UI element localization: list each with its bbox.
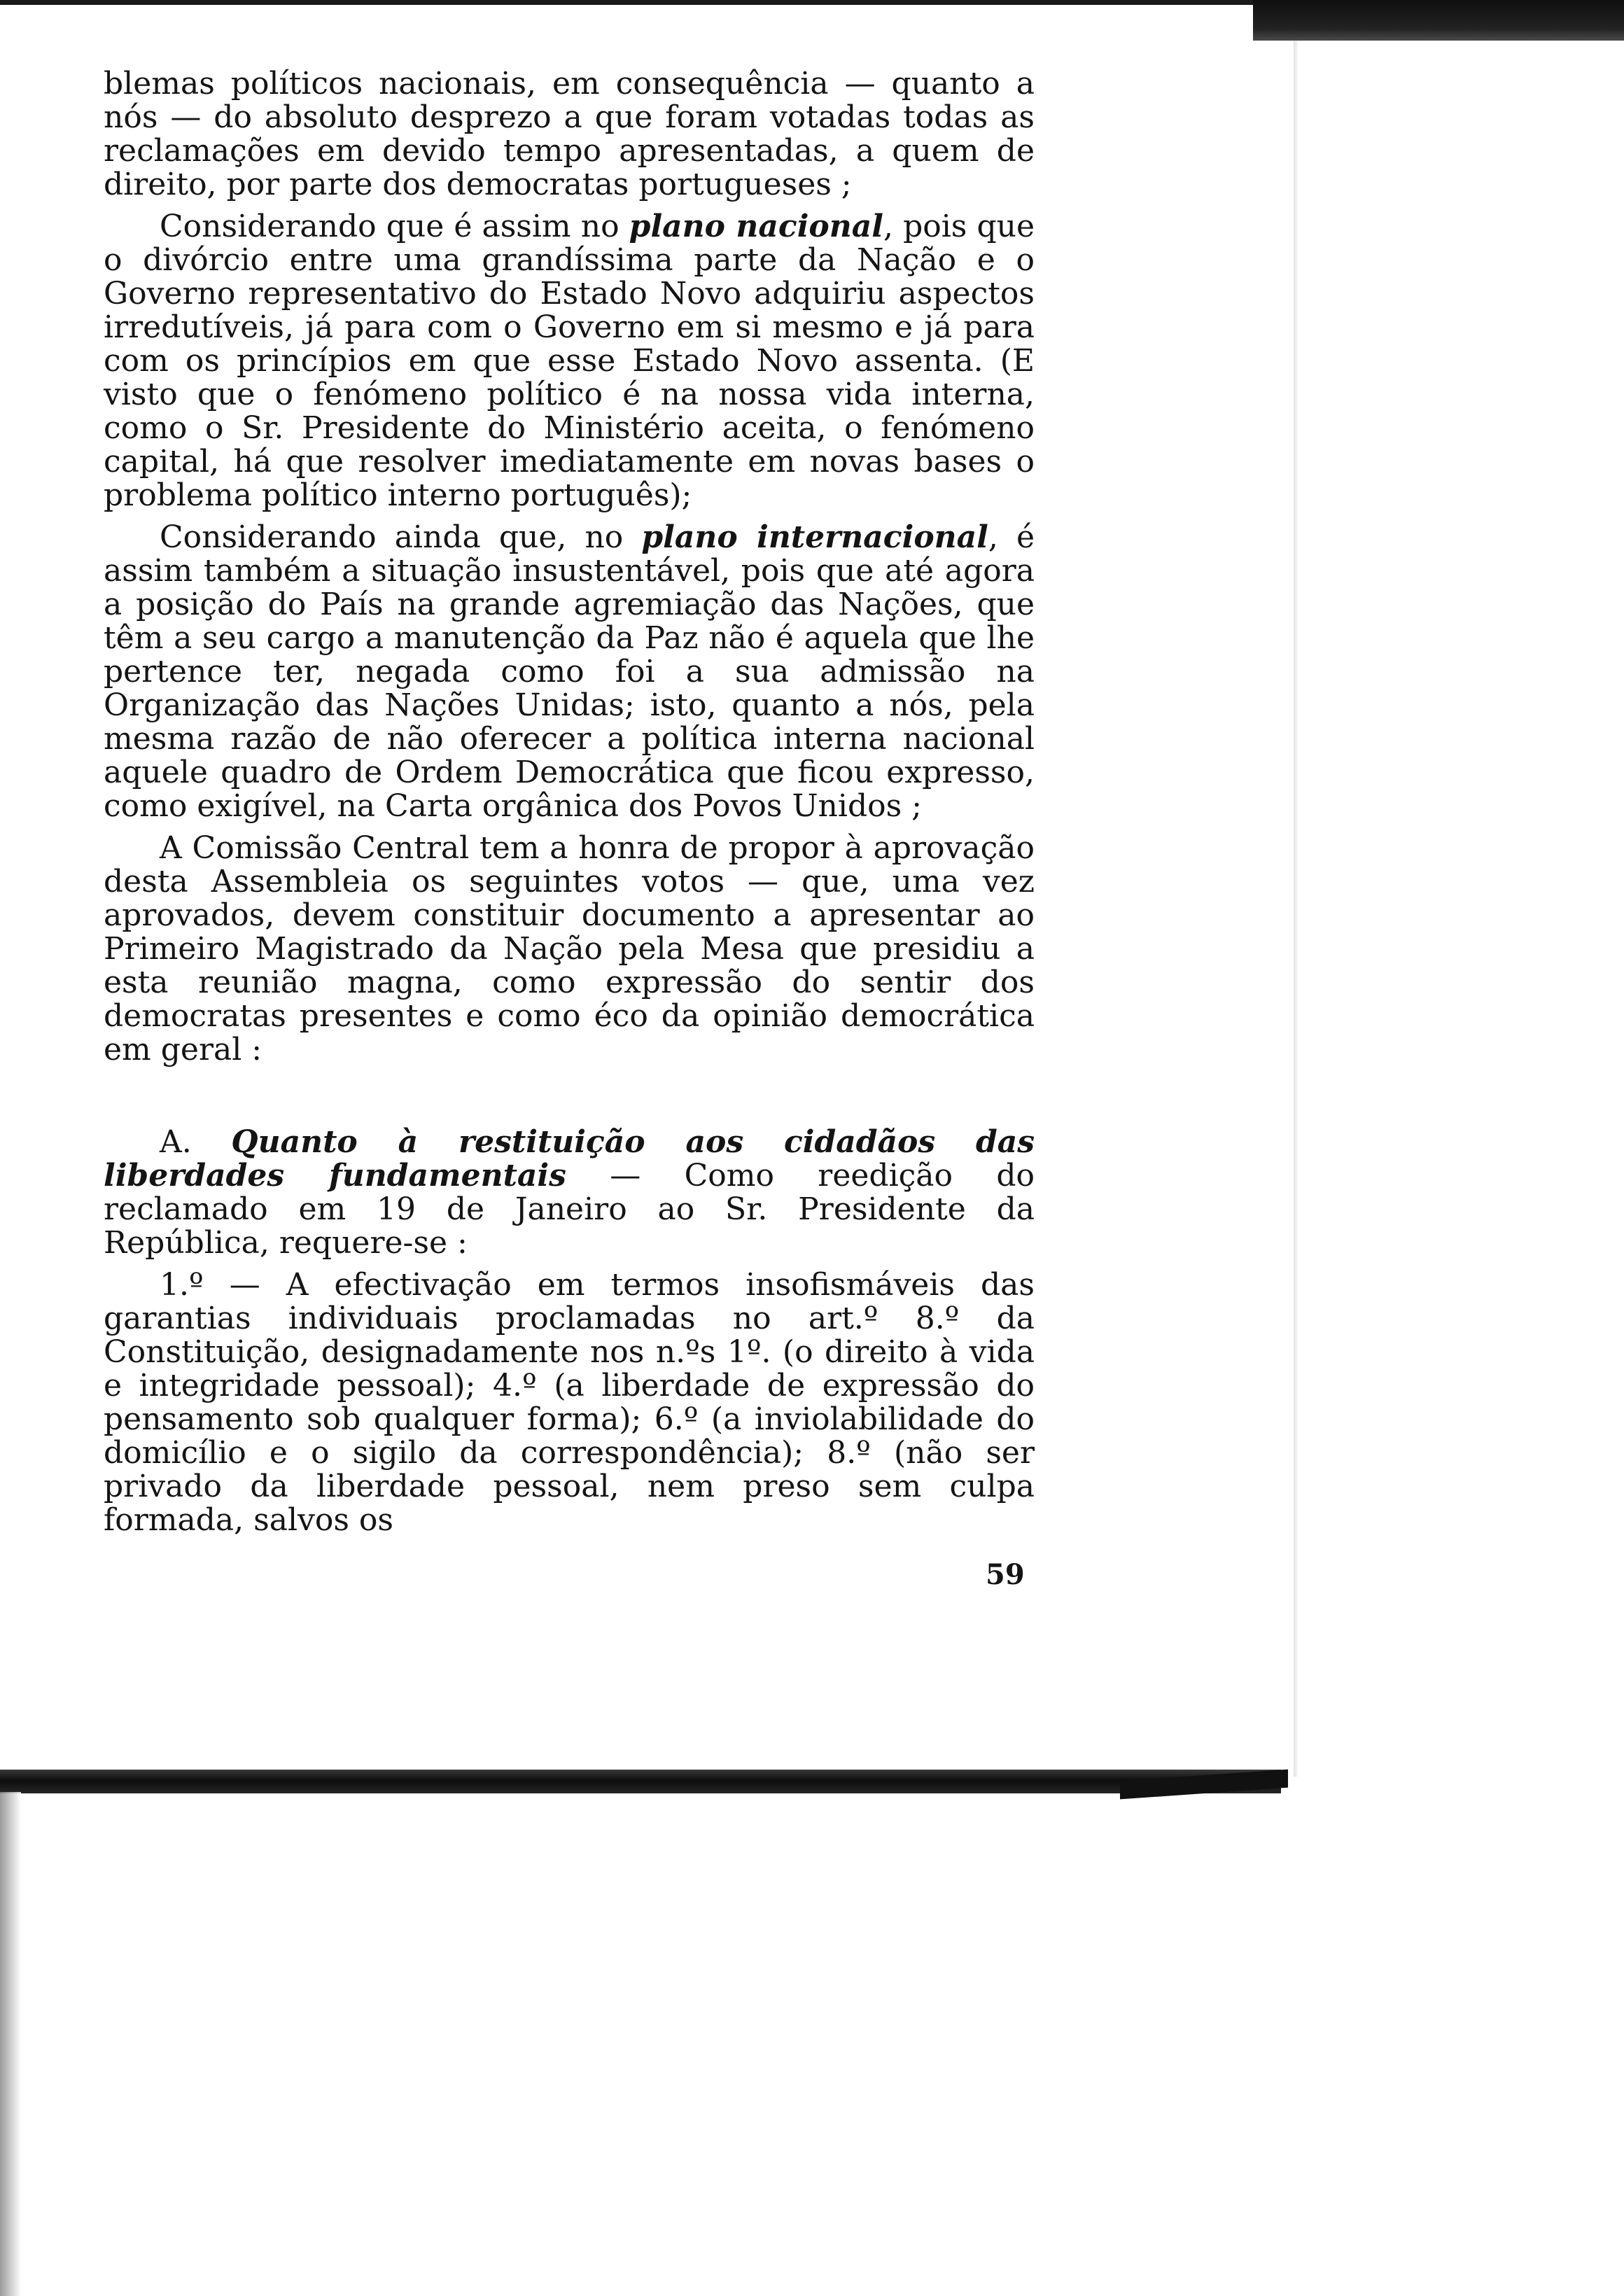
page-number: 59 <box>986 1558 1025 1591</box>
document-body <box>104 67 1035 1546</box>
paragraph-international-plan <box>104 521 1035 823</box>
scan-bottom-shadow <box>0 1770 1281 1793</box>
paragraph-item-1: 1.º — A efectivação em termos insofismáveis das garantias individuais proclamadas no art.º 8.º da Constituição, designadamente nos n.ºs 1º. (o direito à vida e integridade pessoal); 4.º (a liberdade de expressão do pensamento sob qualquer forma); 6.º (a inviolabilidade do domicílio e o sigilo da correspondência); 8.º (não ser privado da liberdade pessoal, nem preso sem culpa formada, salvos os <box>104 1267 1035 1538</box>
paragraph-text: , pois que o divórcio entre uma grandíssima parte da Nação e o Governo representativo do Estado Novo adquiriu aspectos irredutíveis, já para com o Governo em si mesmo e já para com os princípios em que esse Estado Novo assenta. (E visto que o fenómeno político é na nossa vida interna, como o Sr. Presidente do Ministério aceita, o fenómeno capital, há que resolver imediatamente em novas bases o problema político interno português); <box>104 209 1035 513</box>
scan-top-shadow <box>1253 0 1624 41</box>
paragraph-text: Considerando que é assim no <box>160 209 629 244</box>
paragraph-text: — Como reedição do reclamado em 19 de Janeiro ao Sr. Presidente da República, requere-se : <box>104 1158 1035 1261</box>
paragraph-central-commission: A Comissão Central tem a honra de propor à aprovação desta Assembleia os seguintes votos — que, uma vez aprovados, devem constituir documento a apresentar ao Primeiro Magistrado da Nação pela Mesa que presidiu a esta reunião magna, como expressão do sentir dos democratas presentes e como éco da opinião democrática em geral : <box>104 830 1035 1068</box>
paragraph-text: Considerando ainda que, no <box>160 519 642 555</box>
emphasis-term: plano internacional <box>641 519 988 555</box>
section-a-heading <box>104 1126 1035 1260</box>
scan-page-edge <box>1294 41 1298 1777</box>
paragraph-national-plan <box>104 210 1035 512</box>
emphasis-term: plano nacional <box>629 209 883 244</box>
section-title: Quanto à restituição aos cidadãos das liberdades fundamentais <box>104 1124 1035 1194</box>
paragraph-political-problems: blemas políticos nacionais, em consequência — quanto a nós — do absoluto desprezo a que foram votadas todas as reclamações em devido tempo apresentadas, a quem de direito, por parte dos democratas portugueses ; <box>104 66 1035 202</box>
scan-left-shadow <box>0 1792 21 2296</box>
scan-top-edge <box>0 0 1253 5</box>
section-spacer <box>104 1075 1035 1126</box>
paragraph-text: , é assim também a situação insustentável, pois que até agora a posição do País na grande agremiação das Nações, que têm a seu cargo a manutenção da Paz não é aquela que lhe pertence ter, negada como foi a sua admissão na Organização das Nações Unidas; isto, quanto a nós, pela mesma razão de não oferecer a política interna nacional aquele quadro de Ordem Democrática que ficou expresso, como exigível, na Carta orgânica dos Povos Unidos ; <box>104 519 1035 824</box>
section-label: A. <box>160 1124 232 1160</box>
